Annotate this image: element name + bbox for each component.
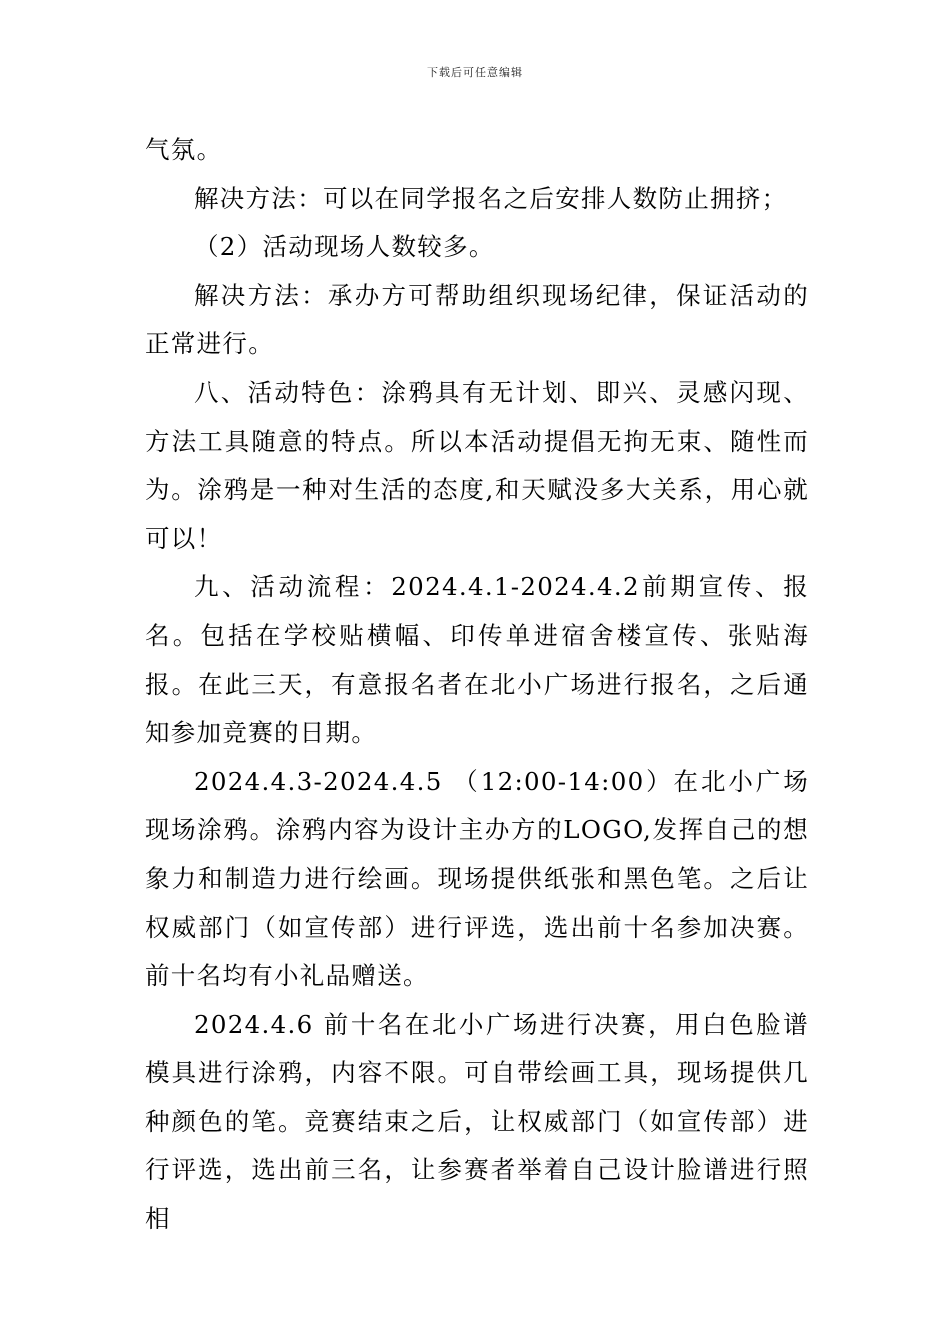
- paragraph: 解决方法：承办方可帮助组织现场纪律，保证活动的正常进行。: [145, 280, 809, 359]
- paragraph: 2024.4.3-2024.4.5 （12:00-14:00）在北小广场现场涂鸦。涂鸦内容为设计主办方的LOGO,发挥自己的想象力和制造力进行绘画。现场提供纸张和黑色笔。之后让权威部门（如宣传部）进行评选，选出前十名参加决赛。前十名均有小礼品赠送。: [145, 766, 809, 991]
- paragraph: 解决方法：可以在同学报名之后安排人数防止拥挤；: [194, 183, 788, 213]
- paragraph: （2）活动现场人数较多。: [194, 232, 495, 262]
- document-body: [145, 126, 809, 1244]
- paragraph: 2024.4.6 前十名在北小广场进行决赛，用白色脸谱模具进行涂鸦，内容不限。可自带绘画工具，现场提供几种颜色的笔。竞赛结束之后，让权威部门（如宣传部）进行评选，选出前三名，让参赛者举着自己设计脸谱进行照相: [145, 1009, 809, 1234]
- paragraph: 气氛。: [145, 135, 223, 164]
- paragraph: 八、活动特色：涂鸦具有无计划、即兴、灵感闪现、方法工具随意的特点。所以本活动提倡无拘无束、随性而为。涂鸦是一种对生活的态度,和天赋没多大关系，用心就可以！: [145, 377, 809, 553]
- paragraph: 九、活动流程：2024.4.1-2024.4.2前期宣传、报名。包括在学校贴横幅、印传单进宿舍楼宣传、张贴海报。在此三天，有意报名者在北小广场进行报名，之后通知参加竞赛的日期。: [145, 572, 809, 748]
- page-header: 下载后可任意编辑: [427, 66, 523, 79]
